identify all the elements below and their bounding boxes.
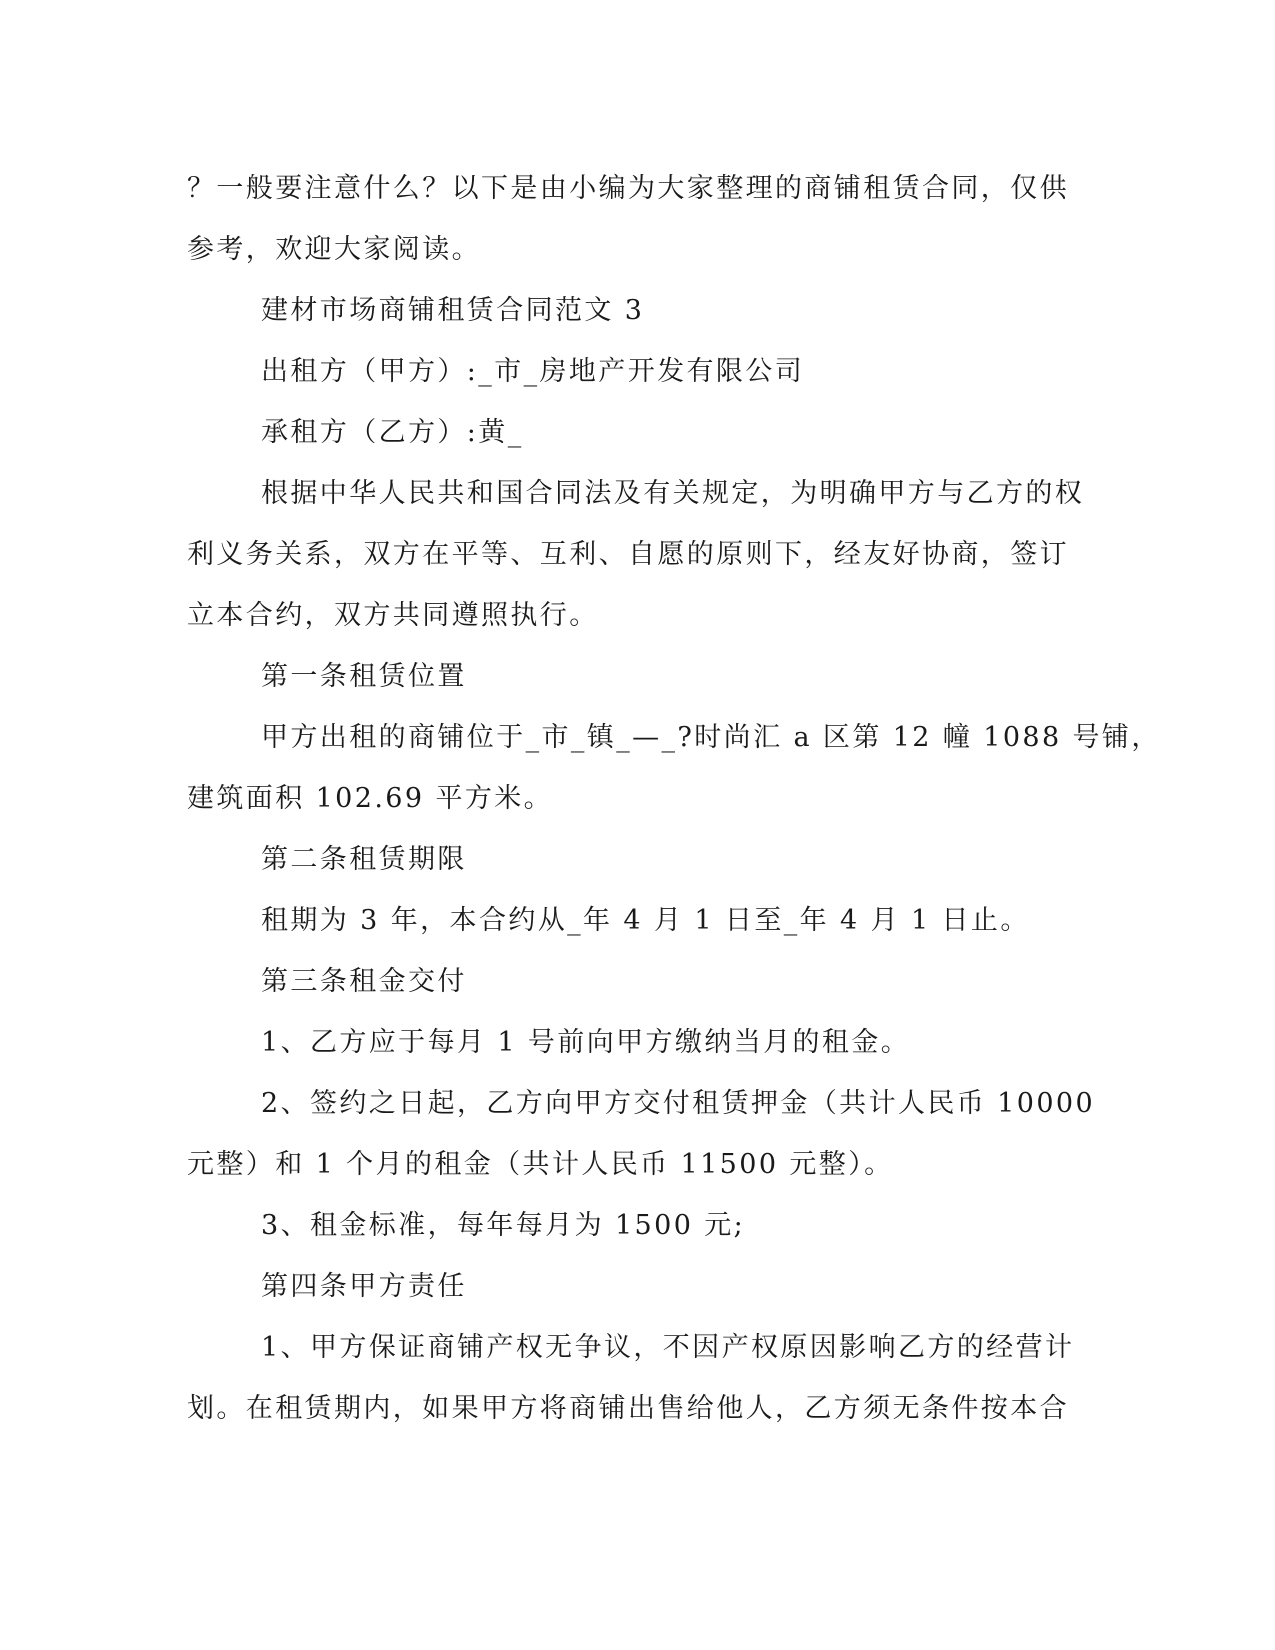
article-1-text-cont: 建筑面积 102.69 平方米。 <box>187 783 554 814</box>
article-4-item-1-cont: 划。在租赁期内，如果甲方将商铺出售给他人，乙方须无条件按本合 <box>187 1393 1069 1424</box>
article-1-heading: 第一条租赁位置 <box>261 661 467 692</box>
article-2-text: 租期为 3 年，本合约从_年 4 月 1 日至_年 4 月 1 日止。 <box>261 905 1030 936</box>
article-4-item-1: 1、甲方保证商铺产权无争议，不因产权原因影响乙方的经营计 <box>261 1332 1075 1363</box>
article-2-heading: 第二条租赁期限 <box>261 844 467 875</box>
document-title: 建材市场商铺租赁合同范文 3 <box>261 295 645 326</box>
article-3-heading: 第三条租金交付 <box>261 966 467 997</box>
lessor-line: 出租方（甲方）:_市_房地产开发有限公司 <box>261 356 805 387</box>
article-3-item-3: 3、租金标准，每年每月为 1500 元; <box>261 1210 746 1241</box>
article-3-item-2: 2、签约之日起，乙方向甲方交付租赁押金（共计人民币 10000 <box>261 1088 1096 1119</box>
preamble-paragraph-cont: 立本合约，双方共同遵照执行。 <box>187 600 599 631</box>
article-1-text: 甲方出租的商铺位于_市_镇_—_?时尚汇 a 区第 12 幢 1088 号铺， <box>261 722 1161 753</box>
lessee-line: 承租方（乙方）:黄_ <box>261 417 524 448</box>
preamble-paragraph-cont: 利义务关系，双方在平等、互利、自愿的原则下，经友好协商，签订 <box>187 539 1069 570</box>
article-3-item-2-cont: 元整）和 1 个月的租金（共计人民币 11500 元整）。 <box>187 1149 894 1180</box>
text-line-continuation: ？一般要注意什么？以下是由小编为大家整理的商铺租赁合同，仅供 <box>187 173 1069 204</box>
preamble-paragraph: 根据中华人民共和国合同法及有关规定，为明确甲方与乙方的权 <box>261 478 1085 509</box>
text-line-continuation: 参考，欢迎大家阅读。 <box>187 234 481 265</box>
article-4-heading: 第四条甲方责任 <box>261 1271 467 1302</box>
document-body <box>187 158 1161 1439</box>
article-3-item-1: 1、乙方应于每月 1 号前向甲方缴纳当月的租金。 <box>261 1027 911 1058</box>
